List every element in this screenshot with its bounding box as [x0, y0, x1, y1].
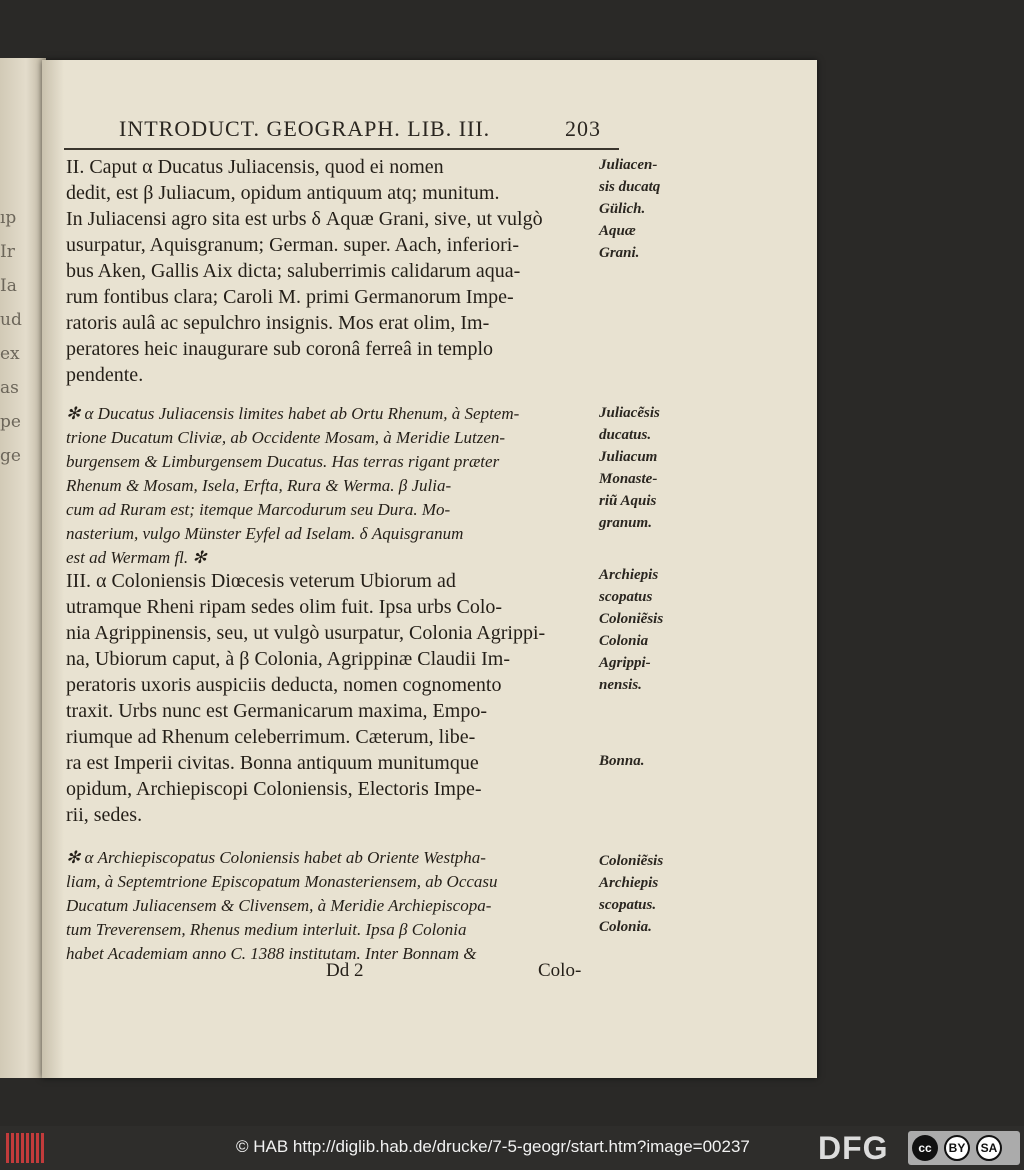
marginal-m3-line: Coloniẽsis	[599, 611, 664, 627]
section-II-line: In Juliacensi agro sita est urbs δ Aquæ Grani, sive, ut vulgò	[66, 208, 543, 230]
credit-link[interactable]: © HAB http://diglib.hab.de/drucke/7-5-geogr/start.htm?image=00237	[236, 1137, 750, 1156]
marginal-m2-line: riũ Aquis	[599, 493, 657, 509]
marginal-m5-line: Coloniẽsis	[599, 853, 664, 869]
note-II-line: trione Ducatum Cliviæ, ab Occidente Mosam, à Meridie Lutzen-	[66, 428, 506, 447]
marginal-m5-line: Colonia.	[599, 919, 652, 935]
marginal-m5-line: Archiepis	[599, 875, 659, 891]
left-page-text-fragment: ex	[0, 344, 20, 364]
marginal-note-juliacensis	[599, 154, 699, 264]
running-header	[119, 116, 599, 142]
cc-license-badge[interactable]	[908, 1131, 1020, 1165]
left-page-text-fragment: Ia	[0, 276, 17, 296]
section-III-line: nia Agrippinensis, seu, ut vulgò usurpatur, Colonia Agrippi-	[66, 622, 546, 644]
section-II-line: bus Aken, Gallis Aix dicta; saluberrimis calidarum aqua-	[66, 260, 521, 282]
marginal-m2-line: Juliacẽsis	[599, 405, 660, 421]
section-III-line: traxit. Urbs nunc est Germanicarum maxima, Empo-	[66, 700, 487, 722]
cc-by-icon: BY	[944, 1135, 970, 1161]
left-page-text-fragment: ud	[0, 310, 22, 330]
note-II-line: Rhenum & Mosam, Isela, Erfta, Rura & Werma. β Julia-	[66, 476, 452, 495]
marginal-m3-line: scopatus	[599, 589, 653, 605]
section-II-line: dedit, est β Juliacum, opidum antiquum atq; munitum.	[66, 182, 500, 204]
section-II-line: rum fontibus clara; Caroli M. primi Germanorum Impe-	[66, 286, 514, 308]
section-II-line: usurpatur, Aquisgranum; German. super. Aach, inferiori-	[66, 234, 519, 256]
note-III-line: ✻ α Archiepiscopatus Coloniensis habet ab Oriente Westpha-	[66, 848, 486, 867]
note-II-line: nasterium, vulgo Münster Eyfel ad Iselam. δ Aquisgranum	[66, 524, 464, 543]
section-III-note	[66, 846, 594, 966]
section-II-line: ratoris aulâ ac sepulchro insignis. Mos erat olim, Im-	[66, 312, 490, 334]
marginal-m3-line: Archiepis	[599, 567, 659, 583]
marginal-note-bonna	[599, 750, 699, 772]
section-II-line: pendente.	[66, 364, 144, 386]
note-III-line: liam, à Septemtrione Episcopatum Monasteriensem, ab Occasu	[66, 872, 498, 891]
section-III-text	[66, 568, 594, 828]
section-III-line: riumque ad Rhenum celeberrimum. Cæterum, libe-	[66, 726, 476, 748]
note-II-line: est ad Wermam fl. ✻	[66, 548, 207, 567]
catchword: Colo-	[538, 960, 582, 981]
left-page-text-fragment: ge	[0, 446, 21, 466]
left-page-text-fragment: ıp	[0, 208, 17, 228]
section-III-line: utramque Rheni ripam sedes olim fuit. Ipsa urbs Colo-	[66, 596, 503, 618]
viewer-footer	[0, 1126, 1024, 1170]
page-number: 203	[565, 116, 601, 141]
marginal-m1-line: Grani.	[599, 245, 640, 261]
note-II-line: ✻ α Ducatus Juliacensis limites habet ab Ortu Rhenum, à Septem-	[66, 404, 520, 423]
marginal-m3-line: Colonia	[599, 633, 649, 649]
marginal-note-colonia	[599, 564, 699, 696]
marginal-note-ducatus	[599, 402, 699, 534]
note-III-line: tum Treverensem, Rhenus medium interluit. Ipsa β Colonia	[66, 920, 467, 939]
dfg-logo: DFG	[818, 1130, 889, 1166]
marginal-m3-line: Agrippi-	[599, 655, 651, 671]
marginal-m2-line: ducatus.	[599, 427, 652, 443]
section-III-line: III. α Coloniensis Diœcesis veterum Ubiorum ad	[66, 570, 456, 592]
section-II-text	[66, 154, 594, 388]
section-III-line: ra est Imperii civitas. Bonna antiquum munitumque	[66, 752, 479, 774]
marginal-note-archiepiscopatus	[599, 850, 699, 938]
marginal-m2-line: granum.	[599, 515, 652, 531]
marginal-m3-line: nensis.	[599, 677, 642, 693]
section-III-line: na, Ubiorum caput, à β Colonia, Agrippinæ Claudii Im-	[66, 648, 511, 670]
header-rule	[64, 148, 619, 150]
book-page	[42, 60, 817, 1078]
cc-sa-icon: SA	[976, 1135, 1002, 1161]
note-II-line: cum ad Ruram est; itemque Marcodurum seu Dura. Mo-	[66, 500, 451, 519]
left-page-text-fragment: pe	[0, 412, 21, 432]
section-II-line: II. Caput α Ducatus Juliacensis, quod ei nomen	[66, 156, 444, 178]
marginal-m2-line: Monaste-	[599, 471, 658, 487]
cc-icon: cc	[912, 1135, 938, 1161]
section-II-line: peratores heic inaugurare sub coronâ ferreâ in templo	[66, 338, 494, 360]
left-page-text-fragment: as	[0, 378, 19, 398]
marginal-m1-line: Aquæ	[599, 223, 636, 239]
signature-mark: Dd 2	[326, 960, 364, 981]
section-III-line: opidum, Archiepiscopi Coloniensis, Electoris Impe-	[66, 778, 482, 800]
library-barcode-icon	[6, 1133, 46, 1163]
note-II-line: burgensem & Limburgensem Ducatus. Has terras rigant præter	[66, 452, 500, 471]
page-gutter-shadow	[42, 60, 64, 1078]
marginal-m1-line: Gülich.	[599, 201, 646, 217]
section-III-line: rii, sedes.	[66, 804, 143, 826]
left-page-edge	[0, 58, 46, 1078]
section-III-line: peratoris uxoris auspiciis deducta, nomen cognomento	[66, 674, 502, 696]
marginal-m1-line: sis ducatq	[599, 179, 661, 195]
marginal-m4-line: Bonna.	[599, 753, 645, 769]
marginal-m1-line: Juliacen-	[599, 157, 658, 173]
note-III-line: Ducatum Juliacensem & Clivensem, à Meridie Archiepiscopa-	[66, 896, 492, 915]
marginal-m5-line: scopatus.	[599, 897, 657, 913]
running-title: INTRODUCT. GEOGRAPH. LIB. III.	[119, 116, 491, 141]
section-II-note	[66, 402, 594, 570]
marginal-m2-line: Juliacum	[599, 449, 658, 465]
left-page-text-fragment: Ir	[0, 242, 15, 262]
note-III-line: habet Academiam anno C. 1388 institutam. Inter Bonnam &	[66, 944, 477, 963]
